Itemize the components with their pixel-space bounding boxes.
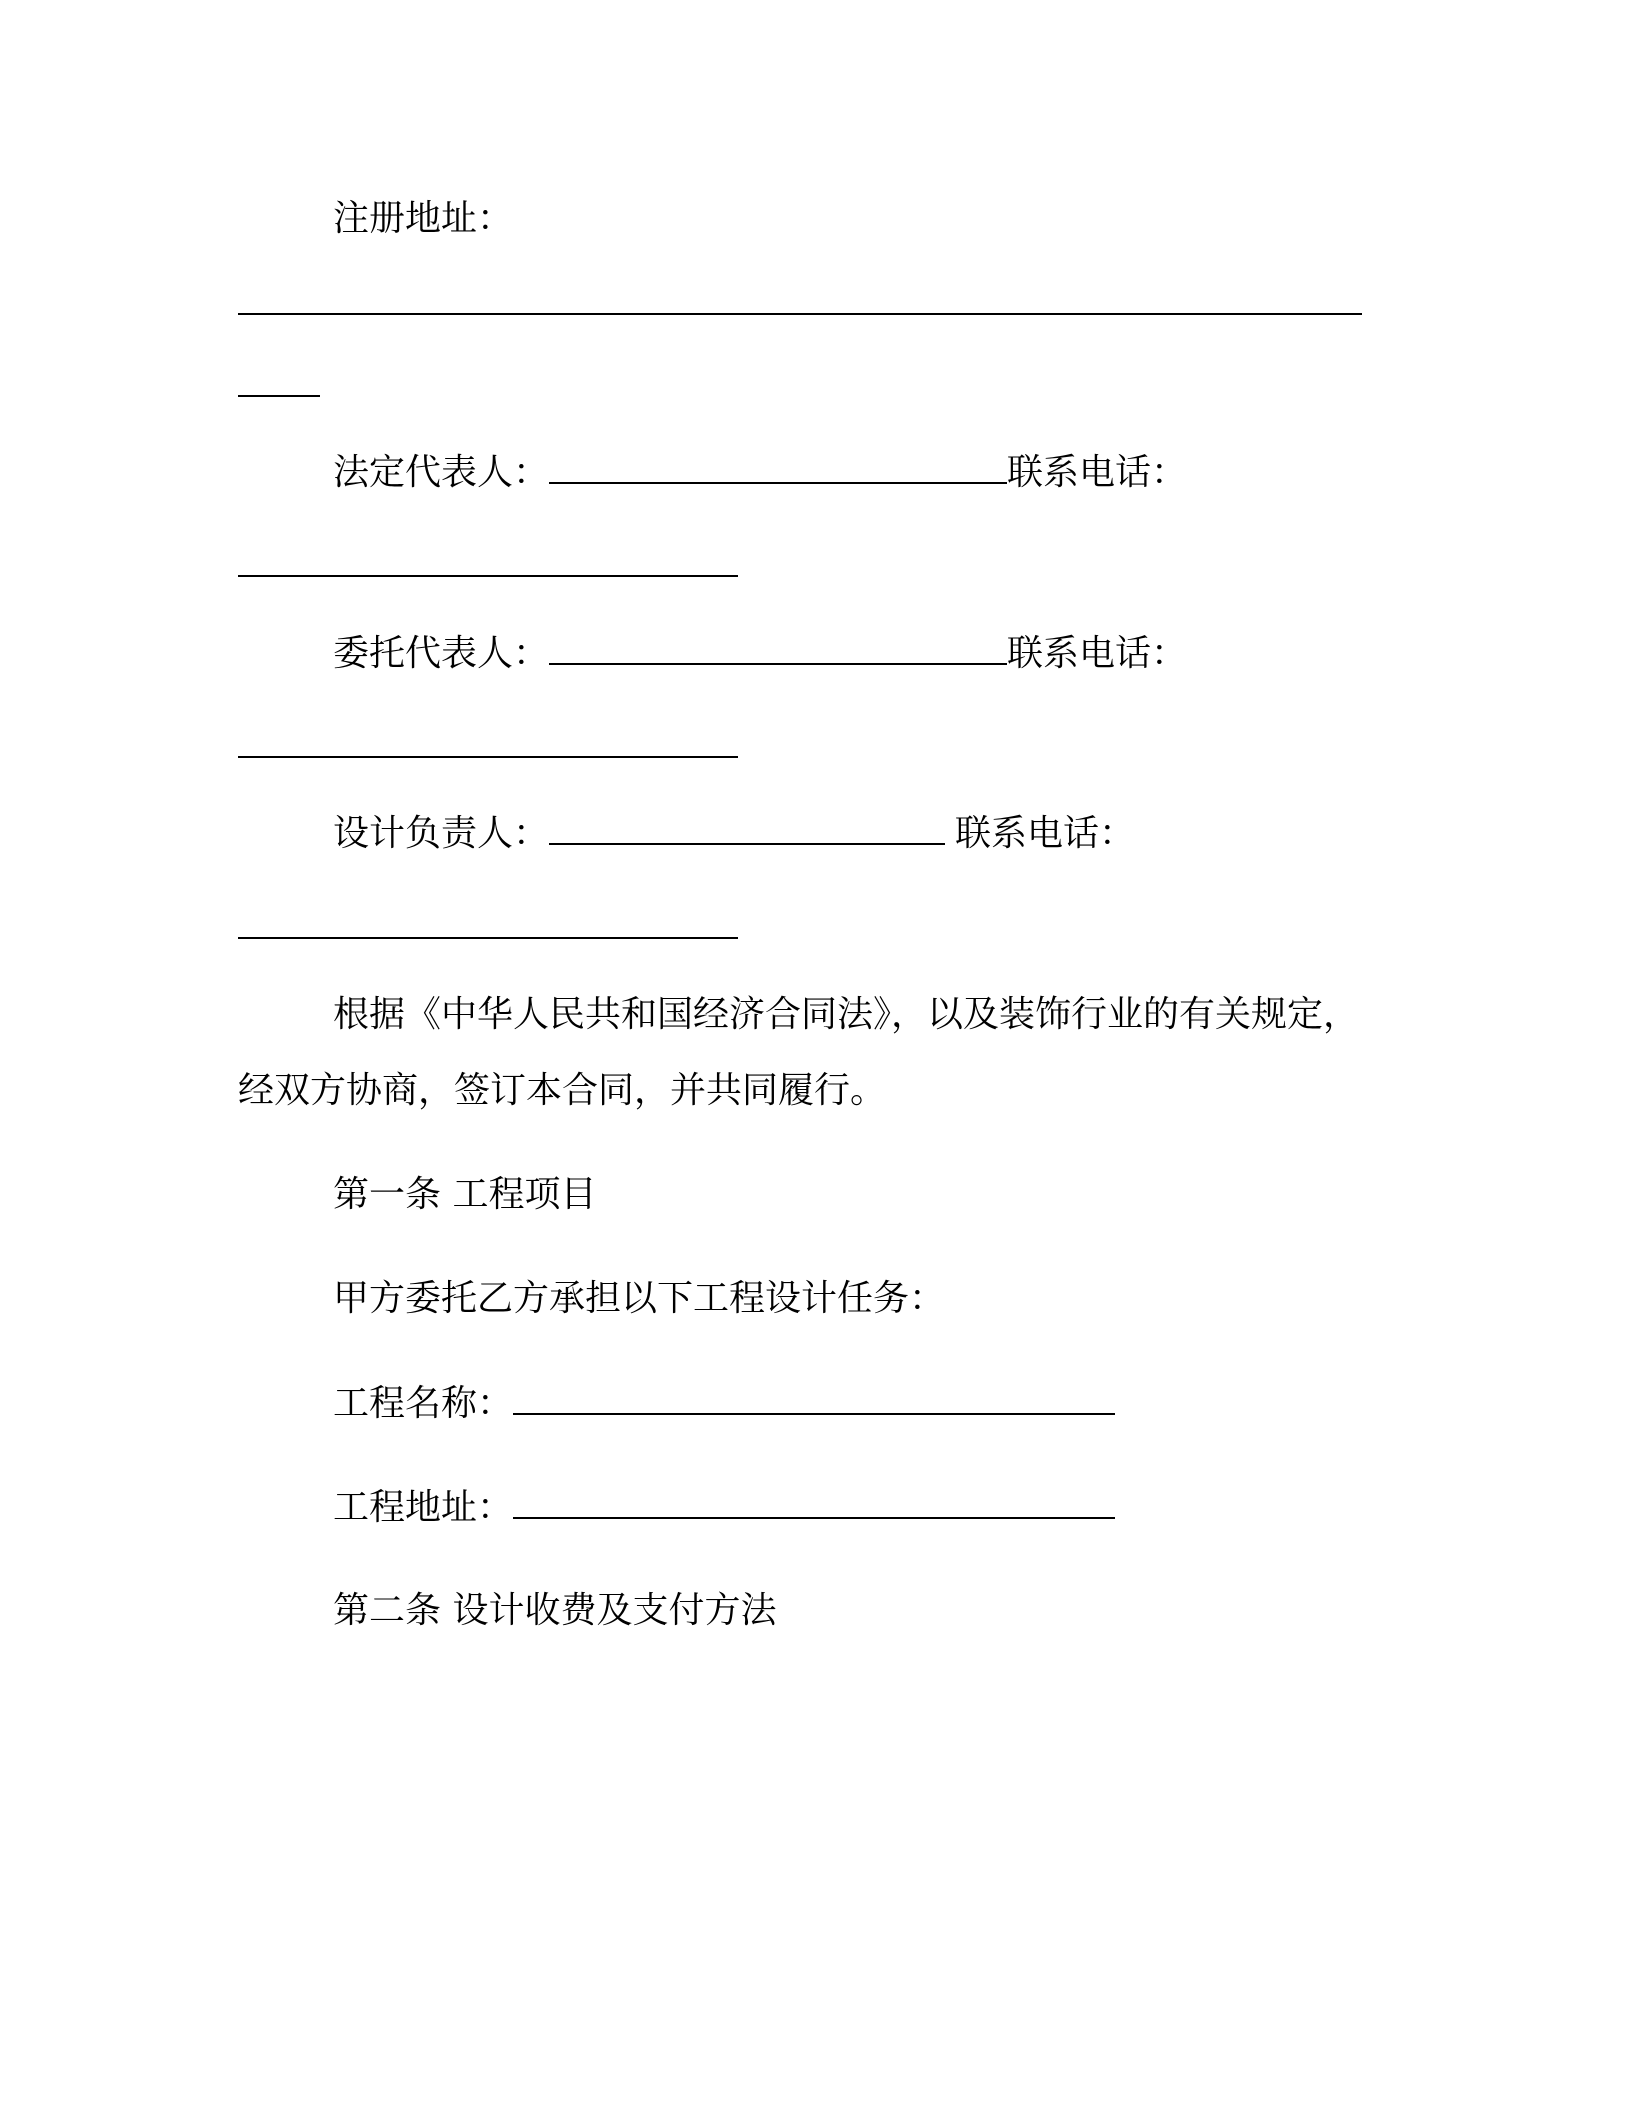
article-2-heading: 第二条 设计收费及支付方法 bbox=[333, 1590, 777, 1631]
registered-address-label: 注册地址： bbox=[333, 198, 514, 239]
legal-representative-row bbox=[333, 451, 1187, 495]
project-address-blank bbox=[513, 1487, 1115, 1519]
intro-paragraph-line-1: 根据《中华人民共和国经济合同法》，以及装饰行业的有关规定， bbox=[333, 994, 1360, 1035]
article-1-text: 甲方委托乙方承担以下工程设计任务： bbox=[333, 1278, 946, 1319]
registered-address-blank-line-1 bbox=[238, 313, 1362, 315]
design-lead-phone-blank bbox=[238, 937, 738, 939]
legal-representative-phone-blank bbox=[238, 575, 738, 577]
project-name-row bbox=[333, 1382, 1115, 1426]
project-name-label: 工程名称： bbox=[333, 1383, 514, 1424]
legal-representative-label: 法定代表人： bbox=[333, 452, 550, 493]
design-lead-label: 设计负责人： bbox=[333, 813, 550, 854]
project-name-blank bbox=[513, 1383, 1115, 1415]
design-lead-blank bbox=[549, 813, 945, 845]
entrusted-representative-phone-blank bbox=[238, 756, 738, 758]
legal-representative-blank bbox=[549, 452, 1007, 484]
legal-representative-phone-label: 联系电话： bbox=[1007, 452, 1188, 493]
design-lead-row bbox=[333, 812, 1135, 856]
article-1-heading: 第一条 工程项目 bbox=[333, 1174, 597, 1215]
entrusted-representative-blank bbox=[549, 633, 1007, 665]
entrusted-representative-phone-label: 联系电话： bbox=[1007, 633, 1188, 674]
entrusted-representative-label: 委托代表人： bbox=[333, 633, 550, 674]
registered-address-blank-line-2 bbox=[238, 395, 320, 397]
entrusted-representative-row bbox=[333, 632, 1187, 676]
intro-paragraph-line-2: 经双方协商，签订本合同，并共同履行。 bbox=[238, 1070, 887, 1111]
project-address-label: 工程地址： bbox=[333, 1487, 514, 1528]
design-lead-phone-label: 联系电话： bbox=[955, 813, 1136, 854]
project-address-row bbox=[333, 1486, 1115, 1530]
